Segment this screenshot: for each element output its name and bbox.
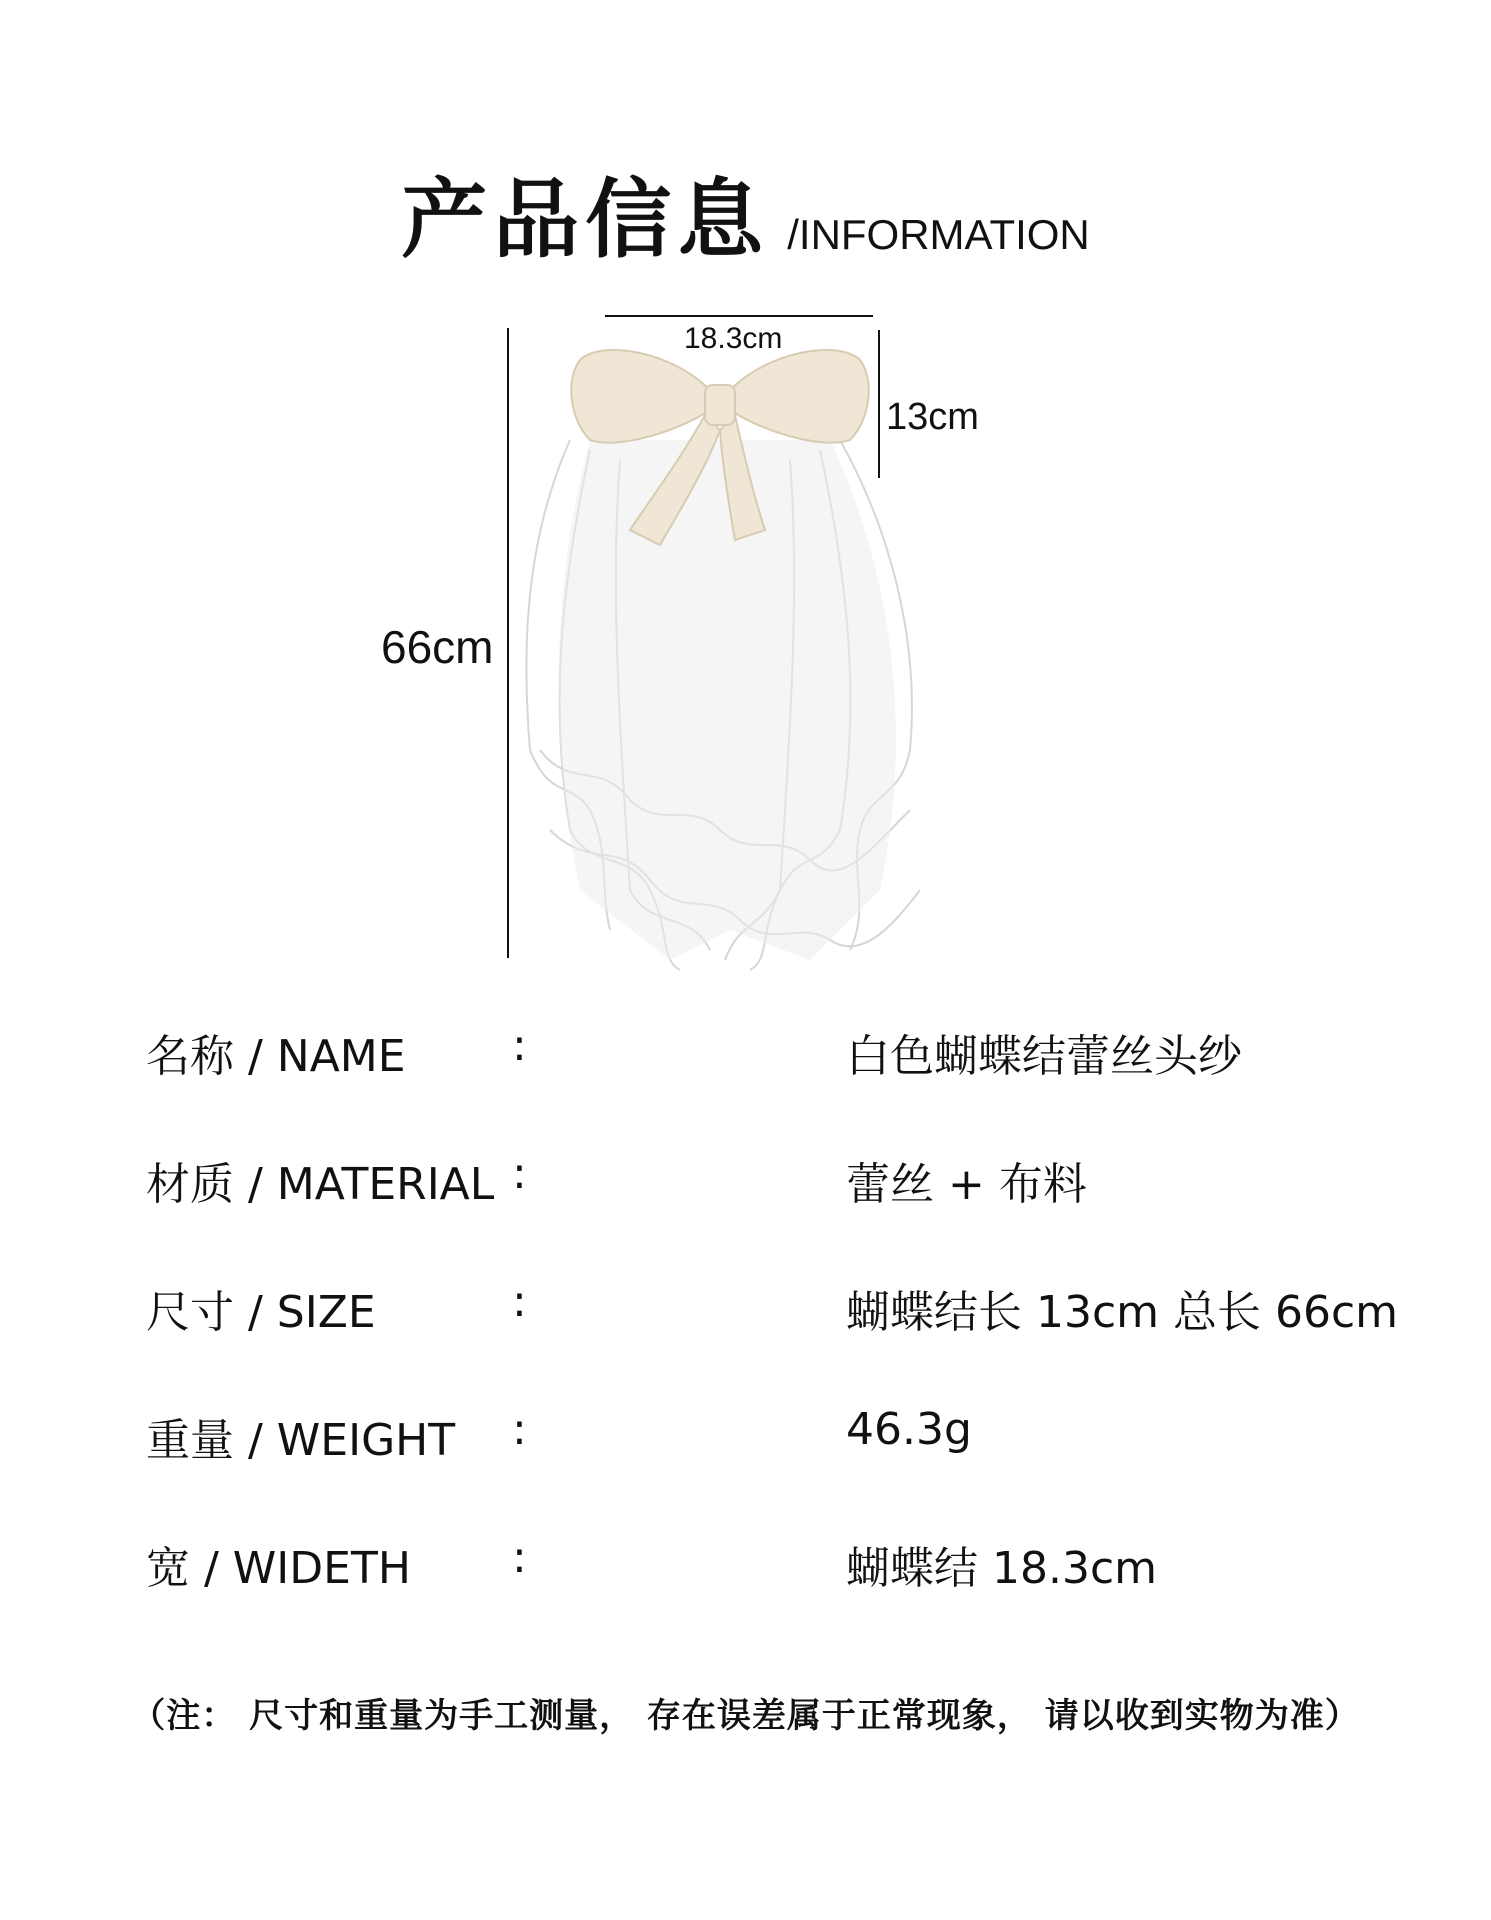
- info-colon: :: [512, 1148, 527, 1199]
- info-colon: :: [512, 1020, 527, 1071]
- total-length-dimension-line: [507, 328, 509, 958]
- measurement-note: （注： 尺寸和重量为手工测量， 存在误差属于正常现象， 请以收到实物为准）: [131, 1696, 1360, 1736]
- info-row-name: [0, 1020, 1491, 1090]
- info-row-width: [0, 1532, 1491, 1602]
- info-value-weight: 46.3g: [846, 1404, 972, 1455]
- page-subtitle: /INFORMATION: [787, 211, 1090, 258]
- info-colon: :: [512, 1276, 527, 1327]
- info-label-material: 材质 / MATERIAL: [146, 1159, 495, 1210]
- info-row-material: [0, 1148, 1491, 1218]
- info-row-weight: [0, 1404, 1491, 1474]
- info-label-size: 尺寸 / SIZE: [146, 1287, 376, 1338]
- veil-product-image: [510, 330, 950, 980]
- info-label-width: 宽 / WIDETH: [146, 1543, 411, 1594]
- info-colon: :: [512, 1532, 527, 1583]
- info-label-name: 名称 / NAME: [146, 1031, 406, 1082]
- width-dimension-label: 18.3cm: [684, 322, 783, 355]
- info-value-width: 蝴蝶结 18.3cm: [846, 1543, 1158, 1594]
- info-label-weight: 重量 / WEIGHT: [146, 1415, 456, 1466]
- info-value-size: 蝴蝶结长 13cm 总长 66cm: [846, 1287, 1399, 1338]
- info-colon: :: [512, 1404, 527, 1455]
- bow-length-dimension-label: 13cm: [886, 396, 979, 438]
- info-value-material: 蕾丝 + 布料: [846, 1159, 1087, 1210]
- veil-shade: [559, 440, 896, 960]
- width-dimension-line: [605, 315, 873, 317]
- info-row-size: [0, 1276, 1491, 1346]
- info-value-name: 白色蝴蝶结蕾丝头纱: [846, 1031, 1242, 1082]
- total-length-dimension-label: 66cm: [381, 621, 494, 673]
- page-title: 产品信息: [401, 170, 770, 270]
